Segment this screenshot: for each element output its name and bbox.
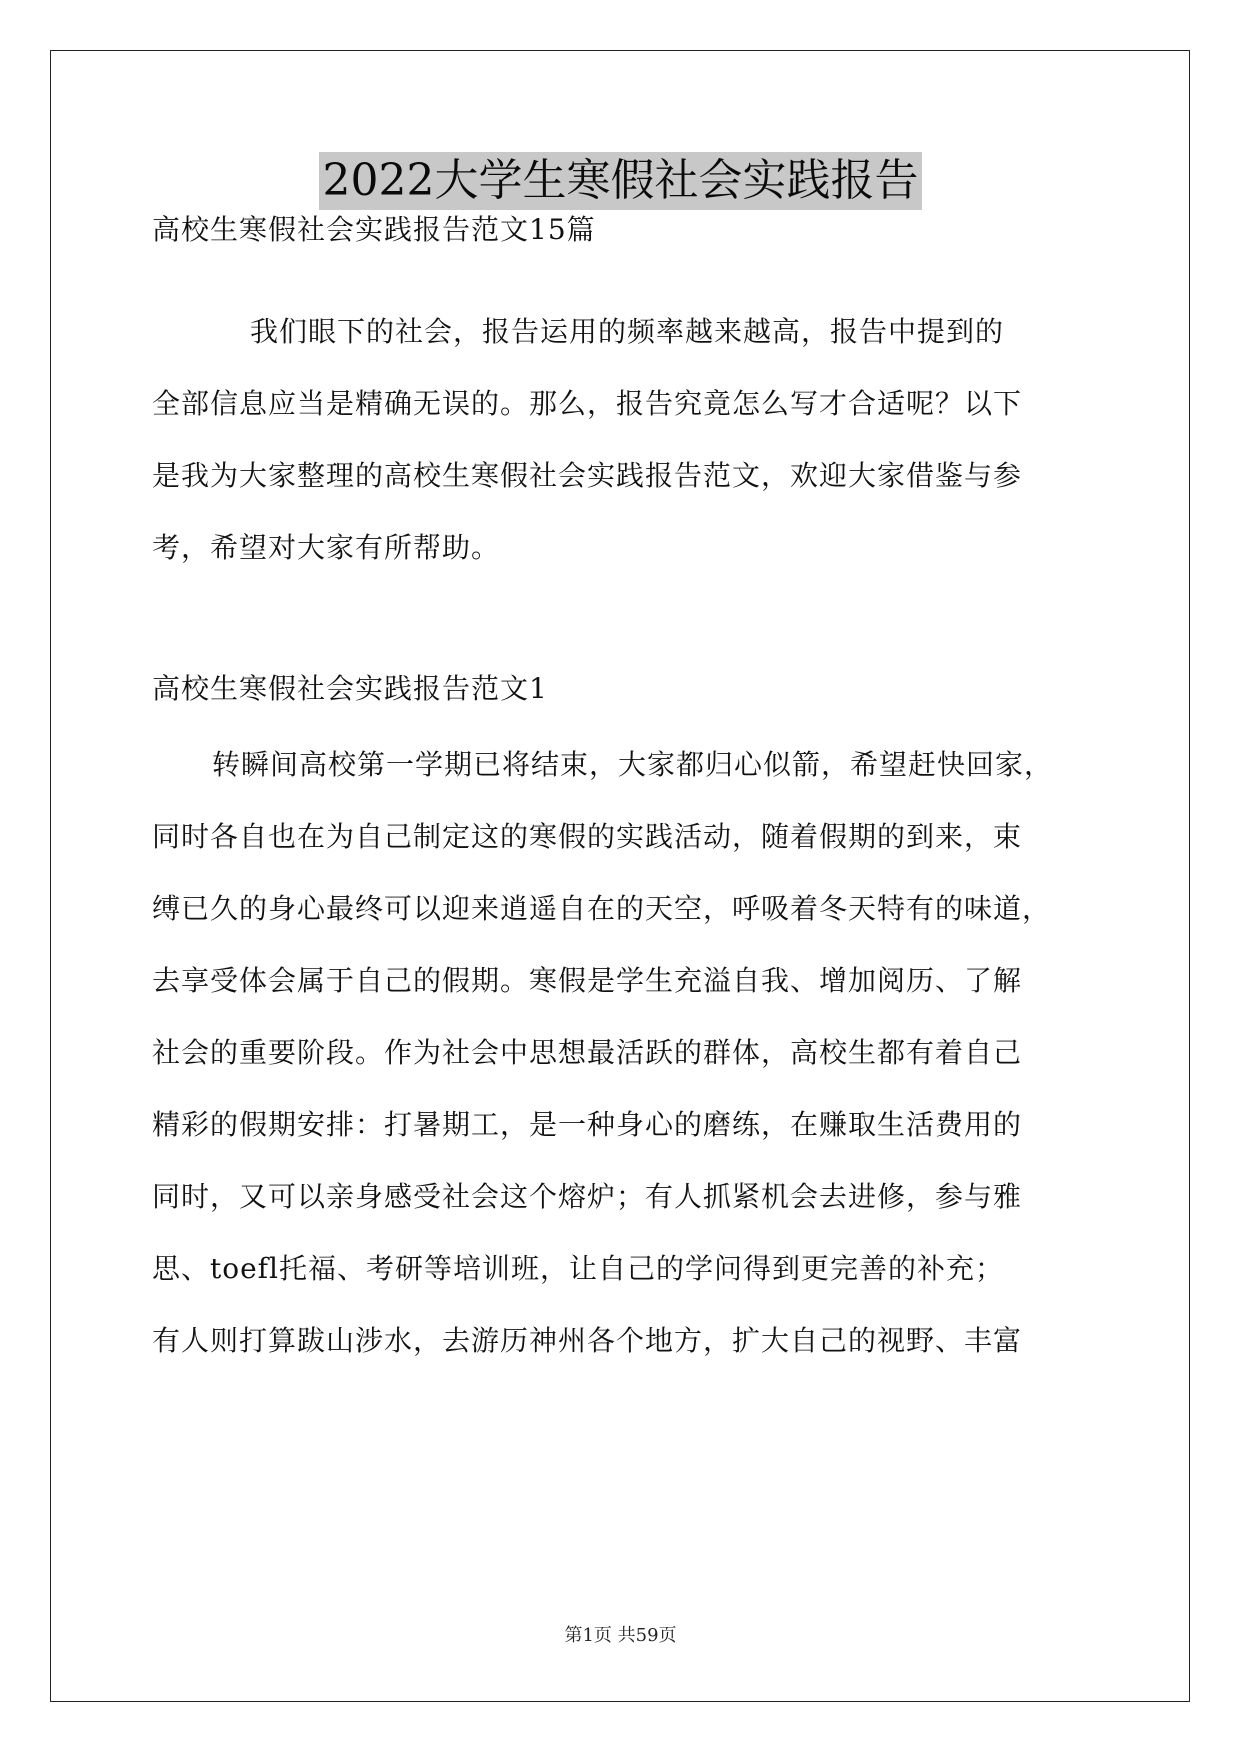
page-border <box>50 50 1190 1702</box>
body-line: 思、toefl托福、考研等培训班，让自己的学问得到更完善的补充； <box>152 1252 1005 1285</box>
document-title: 2022大学生寒假社会实践报告 <box>319 152 923 210</box>
section-heading: 高校生寒假社会实践报告范文1 <box>152 672 548 705</box>
body-line: 转瞬间高校第一学期已将结束，大家都归心似箭，希望赶快回家， <box>212 748 1054 781</box>
body-line: 同时各自也在为自己制定这的寒假的实践活动，随着假期的到来，束 <box>152 820 1023 853</box>
body-line: 缚已久的身心最终可以迎来逍遥自在的天空，呼吸着冬天特有的味道， <box>152 892 1052 925</box>
body-line: 去享受体会属于自己的假期。寒假是学生充溢自我、增加阅历、了解 <box>152 964 1023 997</box>
document-subtitle: 高校生寒假社会实践报告范文15篇 <box>152 213 596 246</box>
body-line: 社会的重要阶段。作为社会中思想最活跃的群体，高校生都有着自己 <box>152 1036 1023 1069</box>
document-title-wrapper <box>0 152 1241 210</box>
body-line: 同时，又可以亲身感受社会这个熔炉；有人抓紧机会去进修，参与雅 <box>152 1180 1023 1213</box>
intro-line: 是我为大家整理的高校生寒假社会实践报告范文，欢迎大家借鉴与参 <box>152 459 1023 492</box>
page-number-footer: 第1页 共59页 <box>564 1625 677 1646</box>
intro-line: 我们眼下的社会，报告运用的频率越来越高，报告中提到的 <box>250 315 1005 348</box>
intro-line: 全部信息应当是精确无误的。那么，报告究竟怎么写才合适呢？以下 <box>152 387 1023 420</box>
body-line: 有人则打算跋山涉水，去游历神州各个地方，扩大自己的视野、丰富 <box>152 1324 1023 1357</box>
intro-line: 考，希望对大家有所帮助。 <box>152 531 501 564</box>
body-line: 精彩的假期安排：打暑期工，是一种身心的磨练，在赚取生活费用的 <box>152 1108 1023 1141</box>
